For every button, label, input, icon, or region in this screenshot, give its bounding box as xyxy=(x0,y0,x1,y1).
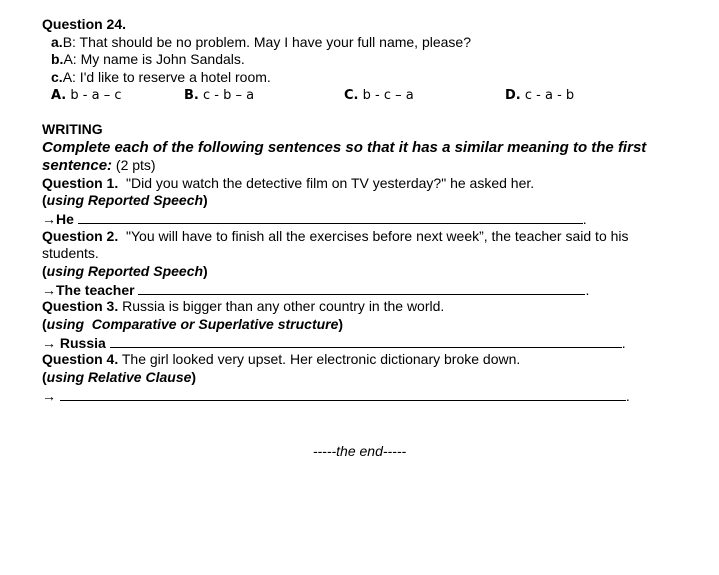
question-2-hint: (using Reported Speech) xyxy=(42,263,208,279)
question-3-answer[interactable]: → Russia . xyxy=(42,334,626,351)
q24-item-a: a.B: That should be no problem. May I have your full name, please? xyxy=(51,33,471,50)
question-3: Question 3. Russia is bigger than any other country in the world. xyxy=(42,298,445,315)
question-4: Question 4. The girl looked very upset. Her electronic dictionary broke down. xyxy=(42,351,521,368)
question-2: Question 2. "You will have to finish all the exercises before next week”, the teacher said to his students. xyxy=(42,227,629,262)
writing-instruction: Complete each of the following sentences so that it has a similar meaning to the first sentence: (2 pts) xyxy=(42,139,647,174)
option-b: B. c - b – a xyxy=(184,87,255,103)
answer-line-4[interactable] xyxy=(60,387,626,401)
q24-item-b: b.A: My name is John Sandals. xyxy=(51,51,245,68)
question-3-hint: (using Comparative or Superlative structure) xyxy=(42,316,344,333)
question-1: Question 1. "Did you watch the detective film on TV yesterday?" he asked her. xyxy=(42,174,535,191)
answer-line-1[interactable] xyxy=(78,210,583,224)
end-marker: -----the end----- xyxy=(312,443,407,459)
question-4-answer[interactable]: → . xyxy=(42,387,630,404)
option-c: C. b - c – a xyxy=(344,87,414,103)
answer-line-3[interactable] xyxy=(110,334,622,348)
question-4-hint: (using Relative Clause) xyxy=(42,369,197,386)
question-24-title: Question 24. xyxy=(42,16,127,32)
q24-item-c: c.A: I'd like to reserve a hotel room. xyxy=(51,69,271,86)
question-1-answer[interactable]: →He . xyxy=(42,210,587,227)
writing-heading: WRITING xyxy=(42,121,103,138)
q24-options xyxy=(42,87,652,105)
option-a: A. b - a – c xyxy=(51,87,122,103)
document-body xyxy=(42,16,652,405)
answer-line-2[interactable] xyxy=(138,281,585,295)
option-d: D. c - a - b xyxy=(505,87,575,103)
question-1-hint: (using Reported Speech) xyxy=(42,192,208,209)
question-2-answer[interactable]: →The teacher . xyxy=(42,281,590,298)
